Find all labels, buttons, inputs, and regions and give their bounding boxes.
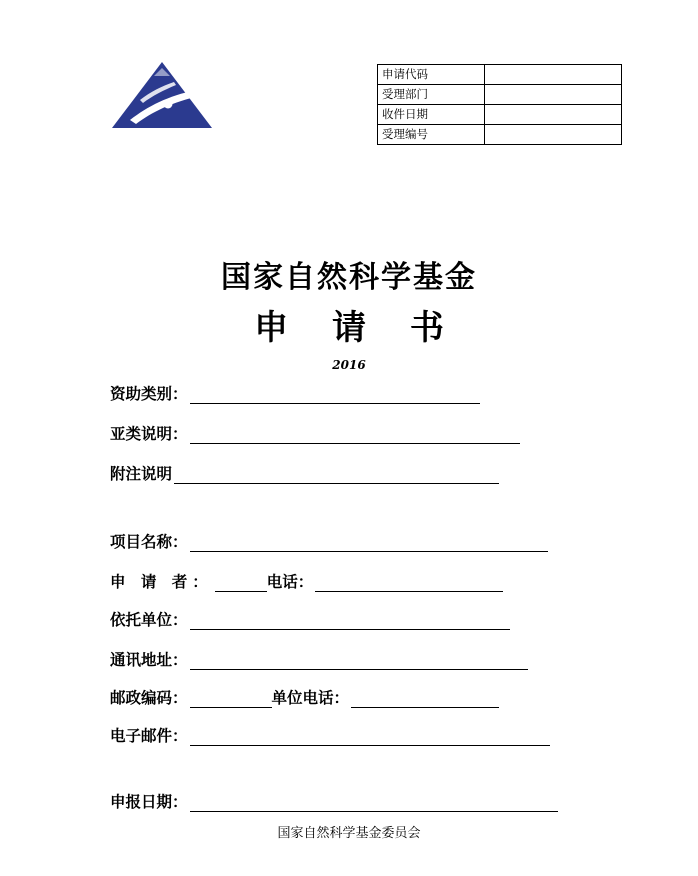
field-funding-category <box>110 382 480 404</box>
field-remarks <box>110 462 499 484</box>
mailing-address-input[interactable] <box>190 652 528 670</box>
unit-phone-label: 单位电话： <box>271 688 350 707</box>
code-table-label: 收件日期 <box>378 105 485 125</box>
field-label: 申 请 者： <box>110 572 213 591</box>
field-apply-date <box>110 790 558 812</box>
field-label: 亚类说明： <box>110 424 188 443</box>
nsfc-logo-icon <box>110 60 214 132</box>
code-table-value[interactable] <box>484 65 621 85</box>
field-label: 邮政编码： <box>110 688 188 707</box>
code-table-value[interactable] <box>484 105 621 125</box>
field-subcategory <box>110 422 520 444</box>
funding-category-input[interactable] <box>190 386 480 404</box>
phone-input[interactable] <box>315 574 503 592</box>
field-label: 项目名称： <box>110 532 188 551</box>
code-table-value[interactable] <box>484 125 621 145</box>
code-table-value[interactable] <box>484 85 621 105</box>
document-footer: 国家自然科学基金委员会 <box>277 826 421 841</box>
field-host-institution <box>110 608 510 630</box>
postcode-input[interactable] <box>190 690 272 708</box>
field-project-name <box>110 530 548 552</box>
subcategory-input[interactable] <box>190 426 520 444</box>
field-label: 资助类别： <box>110 384 188 403</box>
email-input[interactable] <box>190 728 550 746</box>
field-label: 电子邮件： <box>110 726 188 745</box>
project-name-input[interactable] <box>190 534 548 552</box>
field-postcode <box>110 686 499 708</box>
table-row <box>378 125 622 145</box>
table-row <box>378 85 622 105</box>
remarks-input[interactable] <box>174 466 499 484</box>
applicant-input[interactable] <box>215 574 267 592</box>
field-label: 通讯地址： <box>110 650 188 669</box>
application-code-table <box>377 64 622 145</box>
apply-date-input[interactable] <box>190 794 558 812</box>
field-label: 申报日期： <box>110 792 188 811</box>
table-row <box>378 65 622 85</box>
phone-label: 电话： <box>266 572 314 591</box>
code-table-label: 申请代码 <box>378 65 485 85</box>
code-table-label: 受理编号 <box>378 125 485 145</box>
field-label: 依托单位： <box>110 610 188 629</box>
host-institution-input[interactable] <box>190 612 510 630</box>
field-applicant <box>110 570 503 592</box>
field-label: 附注说明 <box>110 464 173 483</box>
table-row <box>378 105 622 125</box>
field-email <box>110 724 550 746</box>
document-subtitle: 申 请 书 <box>254 308 460 348</box>
field-mailing-address <box>110 648 528 670</box>
document-title: 国家自然科学基金 <box>221 260 477 295</box>
document-year: 2016 <box>332 358 366 372</box>
code-table-label: 受理部门 <box>378 85 485 105</box>
unit-phone-input[interactable] <box>351 690 499 708</box>
